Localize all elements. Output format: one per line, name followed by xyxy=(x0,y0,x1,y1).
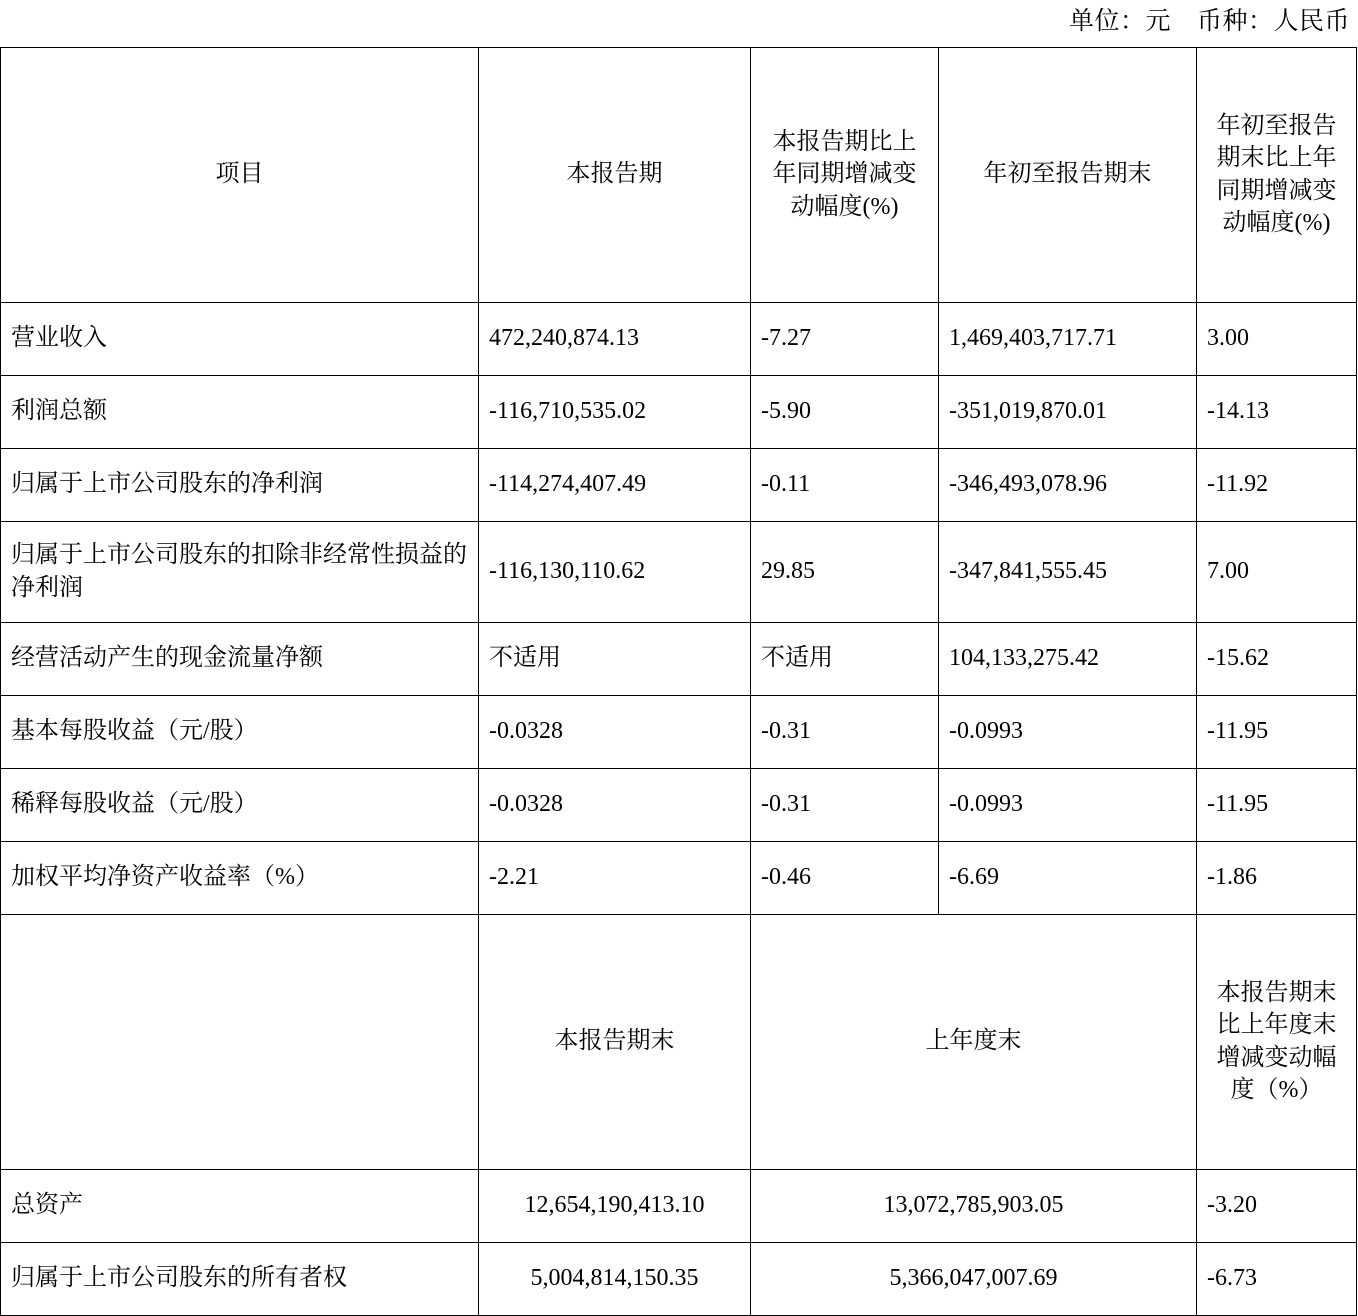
table-row xyxy=(1,302,1357,375)
row-ytd-change: -11.95 xyxy=(1197,768,1357,841)
balance-header-last-year-end: 上年度末 xyxy=(751,914,1197,1169)
table-row xyxy=(1,768,1357,841)
row-ytd-change: -15.62 xyxy=(1197,622,1357,695)
row-item-label: 利润总额 xyxy=(1,375,479,448)
table-row xyxy=(1,841,1357,914)
balance-header-row xyxy=(1,914,1357,1169)
row-current-period: -0.0328 xyxy=(479,695,751,768)
row-current-period: -114,274,407.49 xyxy=(479,448,751,521)
row-item-label: 稀释每股收益（元/股） xyxy=(1,768,479,841)
table-row xyxy=(1,448,1357,521)
row-item-label: 归属于上市公司股东的净利润 xyxy=(1,448,479,521)
row-current-period: -0.0328 xyxy=(479,768,751,841)
row-current-period: 不适用 xyxy=(479,622,751,695)
table-row xyxy=(1,375,1357,448)
row-ytd: -346,493,078.96 xyxy=(939,448,1197,521)
table-row xyxy=(1,622,1357,695)
row-item-label: 归属于上市公司股东的扣除非经常性损益的净利润 xyxy=(1,521,479,622)
row-last-year-end: 5,366,047,007.69 xyxy=(751,1242,1197,1315)
row-ytd: -351,019,870.01 xyxy=(939,375,1197,448)
row-item-label: 经营活动产生的现金流量净额 xyxy=(1,622,479,695)
row-period-end: 12,654,190,413.10 xyxy=(479,1169,751,1242)
row-ytd: -0.0993 xyxy=(939,695,1197,768)
unit-label: 单位：元 xyxy=(1068,8,1171,35)
row-ytd-change: -14.13 xyxy=(1197,375,1357,448)
row-current-change: -0.46 xyxy=(751,841,939,914)
row-ytd-change: 3.00 xyxy=(1197,302,1357,375)
row-ytd-change: -11.95 xyxy=(1197,695,1357,768)
row-current-period: 472,240,874.13 xyxy=(479,302,751,375)
row-current-change: -0.11 xyxy=(751,448,939,521)
row-change: -3.20 xyxy=(1197,1169,1357,1242)
table-row xyxy=(1,521,1357,622)
row-ytd: 1,469,403,717.71 xyxy=(939,302,1197,375)
unit-currency-note xyxy=(0,0,1358,47)
row-ytd: 104,133,275.42 xyxy=(939,622,1197,695)
column-header-current-change: 本报告期比上年同期增减变动幅度(%) xyxy=(751,47,939,302)
row-ytd-change: -11.92 xyxy=(1197,448,1357,521)
column-header-ytd-change: 年初至报告期末比上年同期增减变动幅度(%) xyxy=(1197,47,1357,302)
quarterly-indicators-table xyxy=(0,47,1357,1316)
row-current-change: 不适用 xyxy=(751,622,939,695)
column-header-ytd: 年初至报告期末 xyxy=(939,47,1197,302)
row-current-change: -7.27 xyxy=(751,302,939,375)
row-current-change: -5.90 xyxy=(751,375,939,448)
row-current-period: -116,130,110.62 xyxy=(479,521,751,622)
row-item-label: 总资产 xyxy=(1,1169,479,1242)
row-current-change: -0.31 xyxy=(751,768,939,841)
row-current-change: 29.85 xyxy=(751,521,939,622)
row-ytd-change: 7.00 xyxy=(1197,521,1357,622)
table-row xyxy=(1,695,1357,768)
row-item-label: 营业收入 xyxy=(1,302,479,375)
row-ytd: -0.0993 xyxy=(939,768,1197,841)
currency-label: 币种：人民币 xyxy=(1196,8,1350,35)
balance-header-period-end: 本报告期末 xyxy=(479,914,751,1169)
row-item-label: 基本每股收益（元/股） xyxy=(1,695,479,768)
row-change: -6.73 xyxy=(1197,1242,1357,1315)
column-header-item: 项目 xyxy=(1,47,479,302)
row-ytd: -347,841,555.45 xyxy=(939,521,1197,622)
table-row xyxy=(1,1169,1357,1242)
row-item-label: 归属于上市公司股东的所有者权 xyxy=(1,1242,479,1315)
balance-header-blank xyxy=(1,914,479,1169)
row-current-change: -0.31 xyxy=(751,695,939,768)
row-period-end: 5,004,814,150.35 xyxy=(479,1242,751,1315)
table-row xyxy=(1,1242,1357,1315)
balance-header-change: 本报告期末比上年度末增减变动幅度（%） xyxy=(1197,914,1357,1169)
row-last-year-end: 13,072,785,903.05 xyxy=(751,1169,1197,1242)
row-item-label: 加权平均净资产收益率（%） xyxy=(1,841,479,914)
row-current-period: -2.21 xyxy=(479,841,751,914)
column-header-current-period: 本报告期 xyxy=(479,47,751,302)
table-header-row xyxy=(1,47,1357,302)
row-ytd: -6.69 xyxy=(939,841,1197,914)
row-current-period: -116,710,535.02 xyxy=(479,375,751,448)
row-ytd-change: -1.86 xyxy=(1197,841,1357,914)
